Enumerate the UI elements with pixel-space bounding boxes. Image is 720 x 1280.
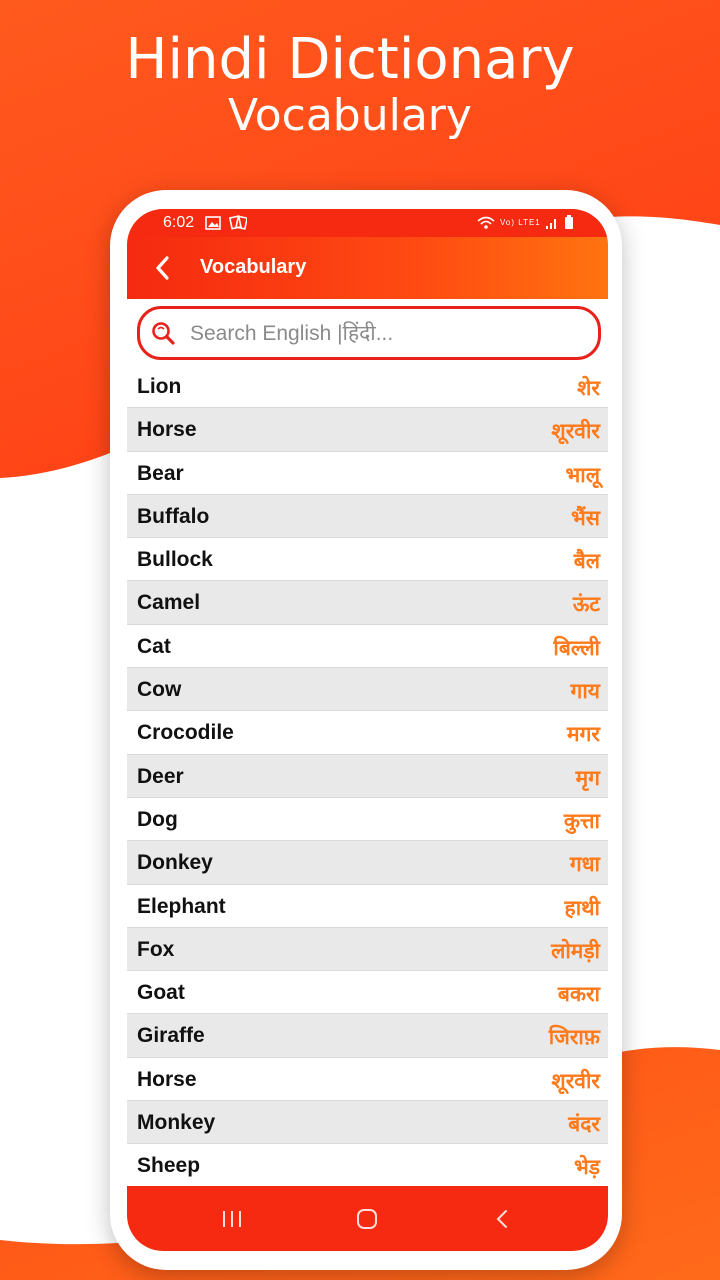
- list-item[interactable]: [127, 495, 608, 538]
- list-item[interactable]: [127, 625, 608, 668]
- hindi-word: भालू: [565, 462, 600, 487]
- english-word: Horse: [137, 1067, 197, 1091]
- hindi-word: ऊंट: [572, 592, 600, 617]
- english-word: Dog: [137, 807, 178, 831]
- system-nav-bar: [127, 1186, 608, 1251]
- list-item[interactable]: [127, 755, 608, 798]
- english-word: Monkey: [137, 1111, 216, 1135]
- list-item[interactable]: [127, 538, 608, 581]
- english-word: Horse: [137, 418, 197, 442]
- english-word: Elephant: [137, 894, 226, 918]
- hindi-word: गाय: [570, 679, 600, 704]
- list-item[interactable]: [127, 885, 608, 928]
- list-item[interactable]: [127, 1144, 608, 1187]
- hindi-word: मृग: [575, 765, 600, 790]
- english-word: Cat: [137, 634, 171, 658]
- hindi-word: बैल: [573, 549, 600, 574]
- list-item[interactable]: [127, 1058, 608, 1101]
- search-icon: [150, 320, 176, 346]
- hindi-word: गधा: [569, 852, 600, 877]
- battery-icon: [564, 215, 574, 230]
- list-item[interactable]: [127, 1101, 608, 1144]
- chevron-left-icon[interactable]: [149, 252, 177, 284]
- signal-icon: [545, 216, 559, 230]
- app-bar: [127, 237, 608, 299]
- english-word: Bullock: [137, 548, 213, 572]
- list-item[interactable]: [127, 408, 608, 451]
- hindi-word: हाथी: [564, 895, 600, 920]
- hindi-word: शूरवीर: [551, 1068, 600, 1093]
- home-icon[interactable]: [352, 1206, 382, 1232]
- list-item[interactable]: [127, 928, 608, 971]
- english-word: Fox: [137, 937, 175, 961]
- list-item[interactable]: [127, 798, 608, 841]
- hindi-word: भैंस: [571, 505, 600, 530]
- english-word: Sheep: [137, 1154, 201, 1178]
- phone-screen: [127, 209, 608, 1251]
- list-item[interactable]: [127, 971, 608, 1014]
- hindi-word: लोमड़ी: [551, 938, 600, 963]
- list-item[interactable]: [127, 1014, 608, 1057]
- wifi-icon: [477, 216, 495, 230]
- page-title: Vocabulary: [200, 256, 307, 278]
- phone-frame: [110, 190, 622, 1270]
- english-word: Bear: [137, 461, 184, 485]
- hindi-word: बंदर: [568, 1112, 600, 1137]
- hindi-word: शूरवीर: [551, 419, 600, 444]
- english-word: Deer: [137, 764, 184, 788]
- network-label: Vo) LTE1: [499, 218, 541, 228]
- vocabulary-list: [127, 365, 608, 1188]
- english-word: Giraffe: [137, 1024, 205, 1048]
- list-item[interactable]: [127, 711, 608, 754]
- list-item[interactable]: [127, 452, 608, 495]
- list-item[interactable]: [127, 365, 608, 408]
- hindi-word: जिराफ़: [548, 1025, 600, 1050]
- english-word: Buffalo: [137, 504, 210, 528]
- image-icon: [205, 216, 221, 230]
- hindi-word: बकरा: [557, 982, 600, 1007]
- english-word: Donkey: [137, 851, 213, 875]
- english-word: Camel: [137, 591, 201, 615]
- recents-icon[interactable]: [217, 1206, 247, 1232]
- notification-icon: [229, 215, 247, 231]
- promo-subtitle: Vocabulary: [228, 90, 472, 141]
- nav-back-icon[interactable]: [487, 1206, 517, 1232]
- status-bar: [127, 209, 608, 237]
- english-word: Crocodile: [137, 721, 234, 745]
- english-word: Lion: [137, 375, 182, 398]
- hindi-word: शेर: [577, 376, 600, 400]
- status-time: 6:02: [163, 214, 195, 231]
- hindi-word: कुत्ता: [563, 808, 600, 833]
- status-left-icons: [205, 214, 247, 231]
- promo-title: Hindi Dictionary: [125, 27, 575, 92]
- list-item[interactable]: [127, 668, 608, 711]
- status-right-icons: [477, 214, 574, 230]
- list-item[interactable]: [127, 581, 608, 624]
- search-box[interactable]: [137, 306, 601, 360]
- english-word: Goat: [137, 981, 185, 1005]
- hindi-word: बिल्ली: [553, 635, 600, 660]
- list-item[interactable]: [127, 841, 608, 884]
- hindi-word: मगर: [567, 722, 600, 747]
- search-section: [127, 299, 608, 365]
- hindi-word: भेड़: [574, 1155, 600, 1180]
- english-word: Cow: [137, 678, 182, 702]
- search-input[interactable]: [188, 319, 582, 349]
